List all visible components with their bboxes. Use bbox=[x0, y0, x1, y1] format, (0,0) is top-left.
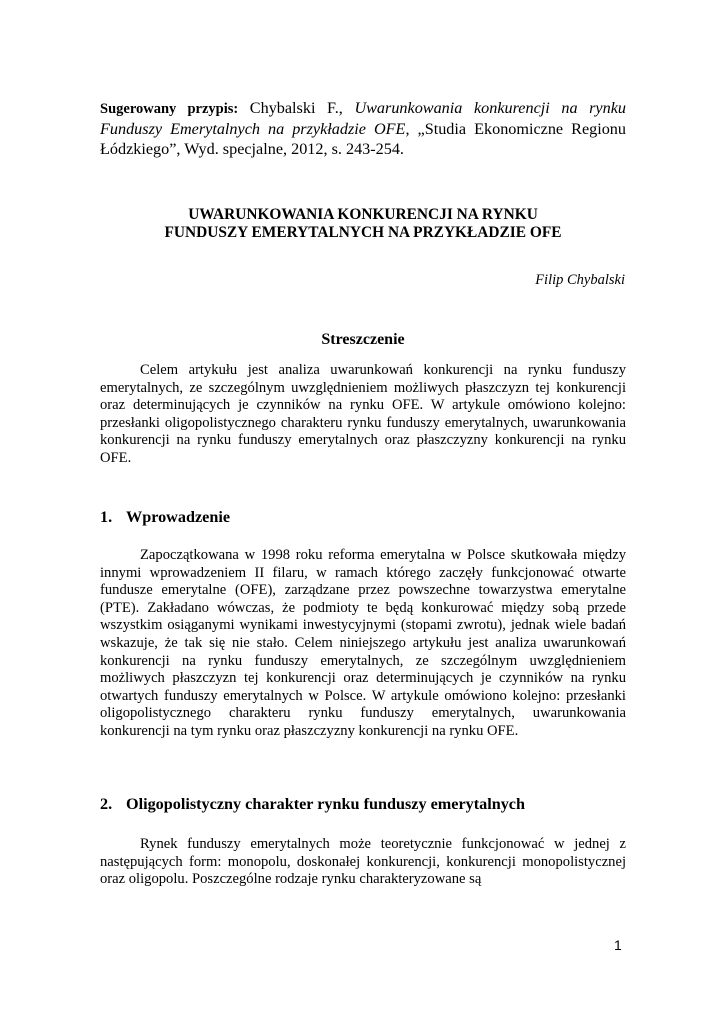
section-1-heading bbox=[100, 508, 626, 527]
abstract-heading: Streszczenie bbox=[321, 331, 405, 348]
section-2-number: 2. bbox=[100, 795, 113, 813]
abstract-text: Celem artykułu jest analiza uwarunkowań konkurencji na rynku funduszy emerytalnych, ze szczególnym uwzględnieniem możliwych płaszczyzn tej konkurencji oraz determinujących je czynników na rynku OFE. W artykule omówiono kolejno: przesłanki oligopolistycznego charakteru rynku funduszy emerytalnych, uwarunkowania konkurencji na rynku funduszy emerytalnych oraz płaszczyzny konkurencji na rynku OFE. bbox=[100, 362, 626, 466]
section-2-title: Oligopolistyczny charakter rynku funduszy emerytalnych bbox=[126, 795, 525, 813]
article-title-line-1: UWARUNKOWANIA KONKURENCJI NA RYNKU bbox=[188, 206, 538, 223]
article-title-line-2: FUNDUSZY EMERYTALNYCH NA PRZYKŁADZIE OFE bbox=[164, 224, 562, 241]
section-1-number: 1. bbox=[100, 508, 113, 526]
citation-author: Chybalski F., bbox=[249, 99, 343, 117]
article-title bbox=[80, 206, 646, 242]
citation-label: Sugerowany przypis: bbox=[100, 101, 239, 117]
citation-title: Uwarunkowania konkurencji na rynku Funduszy Emerytalnych na przykładzie OFE bbox=[100, 99, 626, 138]
section-2-heading bbox=[100, 795, 626, 814]
article-author: Filip Chybalski bbox=[535, 272, 625, 288]
section-1-text: Zapoczątkowana w 1998 roku reforma emerytalna w Polsce skutkowała między innymi wprowadzeniem II filaru, w ramach którego zaczęły funkcjonować otwarte fundusze emerytalne (OFE), zarządzane przez powszechne towarzystwa emerytalne (PTE). Zakładano wówczas, że podmioty te będą konkurować między sobą przede wszystkim osiąganymi wynikami inwestycyjnymi (stopami zwrotu), jednak wiele badań wskazuje, że tak się nie stało. Celem niniejszego artykułu jest analiza uwarunkowań konkurencji na rynku funduszy emerytalnych, ze szczególnym uwzględnieniem możliwych płaszczyzn tej konkurencji oraz determinujących je czynników na rynku otwartych funduszy emerytalnych w Polsce. W artykule omówiono kolejno: przesłanki oligopolistycznego charakteru rynku funduszy emerytalnych, uwarunkowania konkurencji na tym rynku oraz płaszczyzny konkurencji na rynku OFE. bbox=[100, 547, 626, 739]
citation-source: , „Studia Ekonomiczne Regionu Łódzkiego”, Wyd. specjalne, 2012, s. 243-254. bbox=[100, 120, 626, 158]
page-number: 1 bbox=[614, 937, 622, 953]
section-1-title: Wprowadzenie bbox=[126, 508, 231, 526]
suggested-citation bbox=[100, 98, 626, 159]
section-2-text: Rynek funduszy emerytalnych może teoretycznie funkcjonować w jednej z następujących form: monopolu, doskonałej konkurencji, konkurencji monopolistycznej oraz oligopolu. Poszczególne rodzaje rynku charakteryzowane są bbox=[100, 836, 626, 888]
